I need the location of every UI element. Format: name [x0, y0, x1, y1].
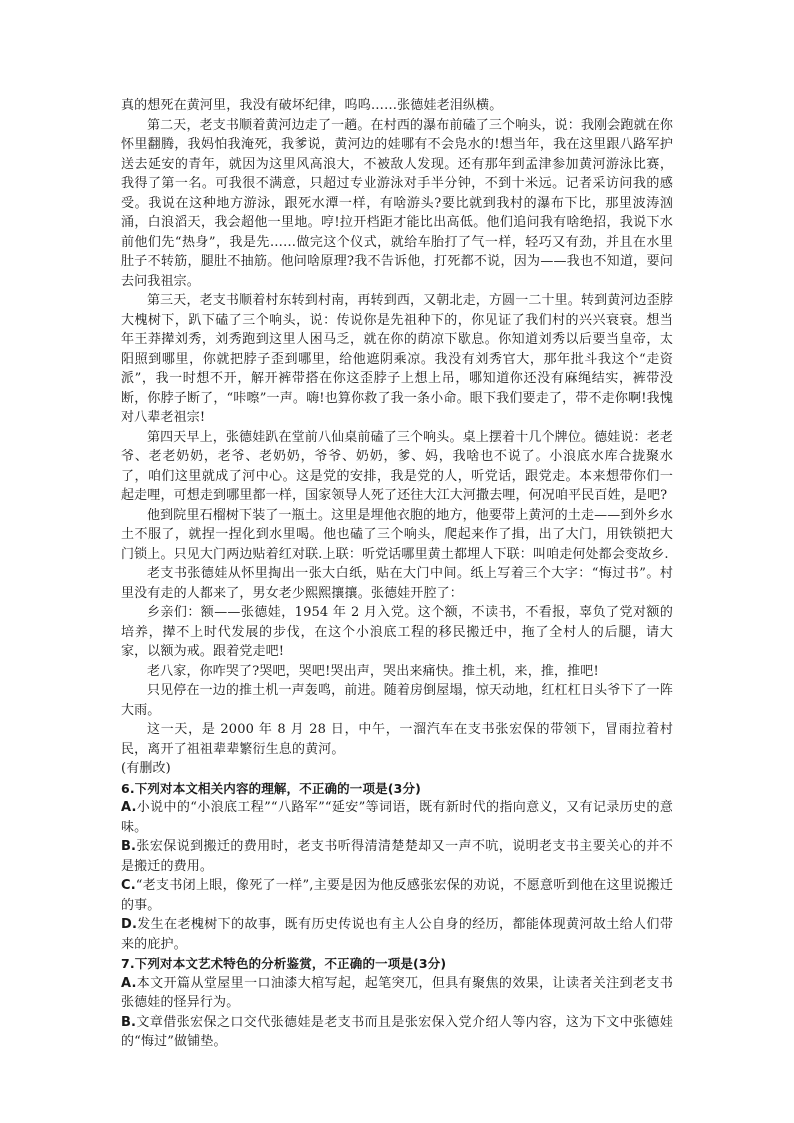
- story-paragraph: 老八家，你咋哭了?哭吧，哭吧!哭出声，哭出来痛快。推土机，来，推，推吧!: [147, 663, 599, 679]
- story-paragraph: 这一天，是 2000 年 8 月 28 日，中午，一溜汽车在支书张宏保的带领下，冒雨拉着村民，离开了祖祖辈辈繁衍生息的黄河。: [121, 722, 673, 757]
- question-6-option-a: [121, 798, 673, 837]
- question-6-option-c: [121, 876, 673, 915]
- option-label: B.: [121, 1014, 137, 1030]
- option-label: B.: [121, 839, 137, 854]
- source-note: (有删改): [121, 761, 171, 776]
- story-paragraph: 第二天，老支书顺着黄河边走了一趟。在村西的瀑布前磕了三个响头，说：我刚会跑就在你怀里翻腾，我妈怕我淹死，我爹说，黄河边的娃哪有不会凫水的!想当年，我在这里跟八路军护送去延安的青年，就因为这里风高浪大，不被敌人发现。还有那年到孟津参加黄河游泳比赛，我得了第一名。可我很不满意，只超过专业游泳对手半分钟，不到十米远。记者采访问我的感受。我说在这种地方游泳，跟死水潭一样，有啥游头?要比就到我村的瀑布下比，那里波涛汹涌，白浪滔天，我会超他一里地。哼!拉开档距才能比出高低。他们追问我有啥绝招，我说下水前他们先“热身”，我是先……做完这个仪式，就给车胎打了气一样，轻巧又有劲，并且在水里肚子不转筋，腿肚不抽筋。他问啥原理?我不告诉他，打死都不说，因为——我也不知道，要问去问我祖宗。: [121, 117, 674, 289]
- story-paragraph: 真的想死在黄河里，我没有破坏纪律，呜呜……张德娃老泪纵横。: [121, 98, 503, 113]
- question-7-option-b: [121, 1013, 673, 1052]
- option-label: A.: [121, 800, 137, 815]
- option-text: 本文开篇从堂屋里一口油漆大棺写起，起笔突兀，但具有聚焦的效果，让读者关注到老支书张德娃的怪异行为。: [121, 975, 673, 1010]
- option-text: 张宏保说到搬迁的费用时，老支书听得清清楚楚却又一声不吭，说明老支书主要关心的并不是搬迁的费用。: [121, 839, 673, 874]
- option-text: 文章借张宏保之口交代张德娃是老支书而且是张宏保入党介绍人等内容，这为下文中张德娃的“悔过”做铺垫。: [121, 1014, 673, 1049]
- option-text: “老支书闭上眼，像死了一样”,主要是因为他反感张宏保的劝说，不愿意听到他在这里说搬迁的事。: [121, 878, 673, 913]
- question-6-title: 6.下列对本文相关内容的理解，不正确的一项是(3分): [121, 780, 421, 796]
- document-page: [121, 96, 673, 1052]
- story-paragraph: 只见停在一边的推土机一声轰鸣，前进。随着房倒屋塌，惊天动地，红杠杠日头爷下了一阵大雨。: [121, 683, 674, 718]
- question-6-option-b: [121, 837, 673, 876]
- question-7-option-a: [121, 974, 673, 1013]
- option-text: 小说中的“小浪底工程”“八路军”“延安”等词语，既有新时代的指向意义，又有记录历史的意味。: [121, 800, 673, 835]
- story-paragraph: 他到院里石榴树下装了一瓶土。这里是埋他衣胞的地方，他要带上黄河的土走——到外乡水土不服了，就捏一捏化到水里喝。他也磕了三个响头，爬起来作了揖，出了大门，用铁锁把大门锁上。只见大门两边贴着红对联.上联：听党话哪里黄土都埋人下联：叫咱走何处都会变故乡.: [121, 507, 674, 562]
- option-label: C.: [121, 878, 136, 893]
- story-paragraph: 乡亲们：额——张德娃，1954 年 2 月入党。这个额，不读书，不看报，辜负了党对额的培养，撵不上时代发展的步伐，在这个小浪底工程的移民搬迁中，拖了全村人的后腿，请大家，以额为戒。跟着党走吧!: [121, 605, 673, 659]
- story-paragraph: 老支书张德娃从怀里掏出一张大白纸，贴在大门中间。纸上写着三个大字：“悔过书”。村里没有走的人都来了，男女老少熙熙攘攘。张德娃开腔了：: [121, 566, 673, 601]
- option-text: 发生在老槐树下的故事，既有历史传说也有主人公自身的经历，都能体现黄河故土给人们带来的庇护。: [121, 917, 673, 952]
- option-label: D.: [121, 917, 138, 932]
- story-paragraph: 第三天，老支书顺着村东转到村南，再转到西，又朝北走，方圆一二十里。转到黄河边歪脖大槐树下，趴下磕了三个响头，说：传说你是先祖种下的，你见证了我们村的兴兴衰衰。想当年王莽撵刘秀，刘秀跑到这里人困马乏，就在你的荫凉下歇息。你知道刘秀以后要当皇帝，太阳照到哪里，你就把脖子歪到哪里，给他遮阴乘凉。我没有刘秀官大，那年批斗我这个“走资派”，我一时想不开，解开裤带搭在你这歪脖子上想上吊，哪知道你还没有麻绳结实，裤带没断，你脖子断了，“咔嚓”一声。嗨!也算你救了我一条小命。眼下我们要走了，带不走你啊!我愧对八辈老祖宗!: [121, 293, 674, 425]
- option-label: A.: [121, 975, 137, 991]
- question-7-title: 7.下列对本文艺术特色的分析鉴赏，不正确的一项是(3分): [121, 956, 447, 971]
- story-paragraph: 第四天早上，张德娃趴在堂前八仙桌前磕了三个响头。桌上摆着十几个牌位。德娃说：老老爷、老老奶奶，老爷、老奶奶，爷爷、奶奶，爹、妈，我啥也不说了。小浪底水库合拢聚水了，咱们这里就成了河中心。这是党的安排，我是党的人，听党话，跟党走。本来想带你们一起走哩，可想走到哪里都一样，国家领导人死了还往大江大河撒去哩，何况咱平民百姓，是吧?: [121, 429, 674, 503]
- question-6-option-d: [121, 915, 673, 954]
